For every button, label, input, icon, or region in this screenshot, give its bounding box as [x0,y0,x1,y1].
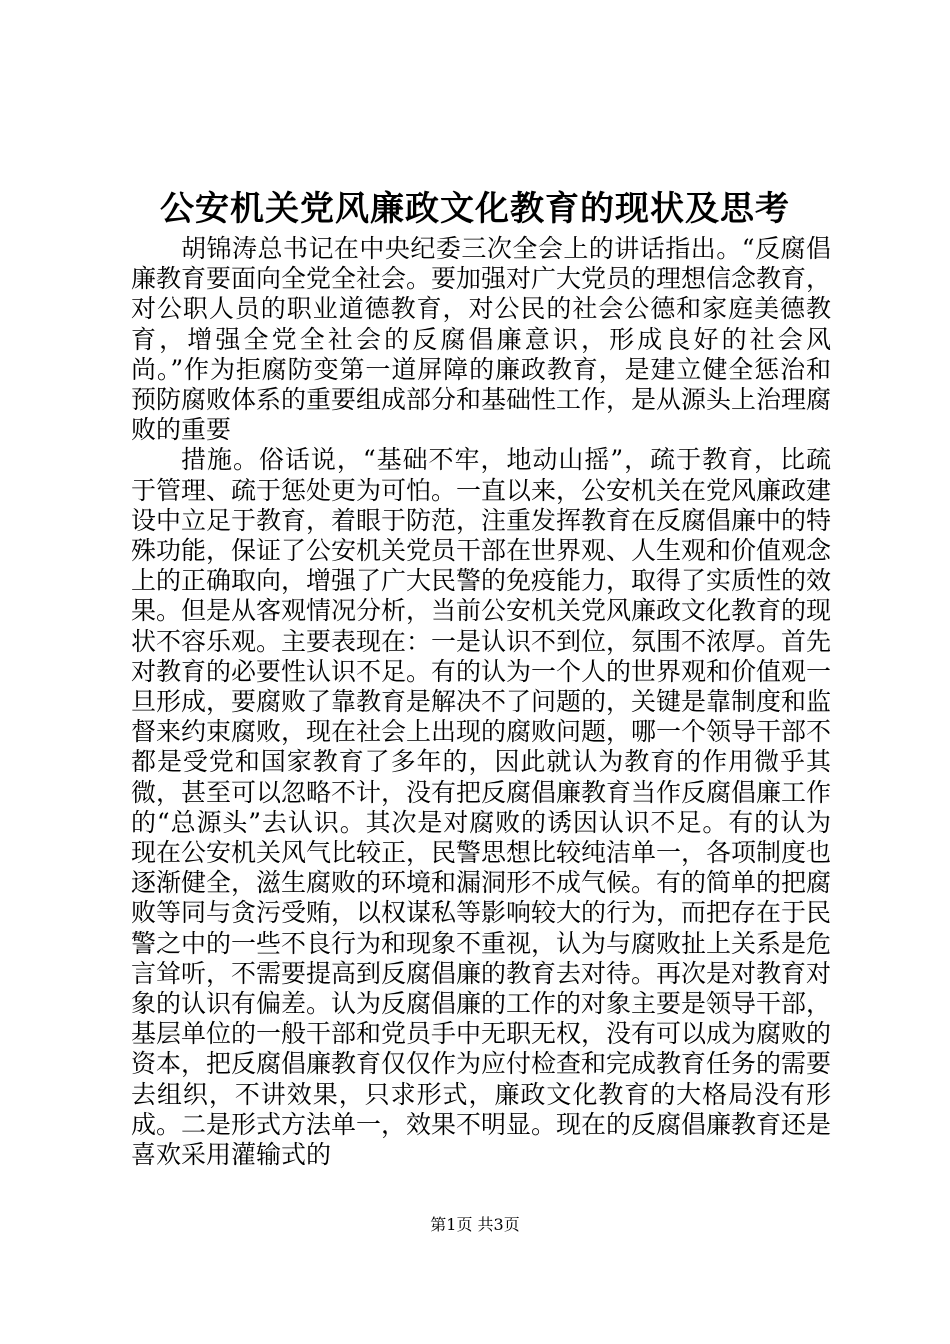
paragraph-2: 措施。俗话说，“基础不牢，地动山摇”，疏于教育，比疏于管理、疏于惩处更为可怕。一直以来，公安机关在党风廉政建设中立足于教育，着眼于防范，注重发挥教育在反腐倡廉中的特殊功能，保证了公安机关党员干部在世界观、人生观和价值观念上的正确取向，增强了广大民警的免疫能力，取得了实质性的效果。但是从客观情况分析，当前公安机关党风廉政文化教育的现状不容乐观。主要表现在：一是认识不到位，氛围不浓厚。首先对教育的必要性认识不足。有的认为一个人的世界观和价值观一旦形成，要腐败了靠教育是解决不了问题的，关键是靠制度和监督来约束腐败，现在社会上出现的腐败问题，哪一个领导干部不都是受党和国家教育了多年的，因此就认为教育的作用微乎其微，甚至可以忽略不计，没有把反腐倡廉教育当作反腐倡廉工作的“总源头”去认识。其次是对腐败的诱因认识不足。有的认为现在公安机关风气比较正，民警思想比较纯洁单一，各项制度也逐渐健全，滋生腐败的环境和漏洞形不成气候。有的简单的把腐败等同与贪污受贿，以权谋私等影响较大的行为，而把存在于民警之中的一些不良行为和现象不重视，认为与腐败扯上关系是危言耸听，不需要提高到反腐倡廉的教育去对待。再次是对教育对象的认识有偏差。认为反腐倡廉的工作的对象主要是领导干部，基层单位的一般干部和党员手中无职无权，没有可以成为腐败的资本，把反腐倡廉教育仅仅作为应付检查和完成教育任务的需要去组织，不讲效果，只求形式，廉政文化教育的大格局没有形成。二是形式方法单一，效果不明显。现在的反腐倡廉教育还是喜欢采用灌输式的 [131,445,832,1170]
document-body [131,234,831,1170]
document-title: 公安机关党风廉政文化教育的现状及思考 [160,189,790,229]
paragraph-1: 胡锦涛总书记在中央纪委三次全会上的讲话指出。“反腐倡廉教育要面向全党全社会。要加强对广大党员的理想信念教育，对公职人员的职业道德教育，对公民的社会公德和家庭美德教育，增强全党全社会的反腐倡廉意识，形成良好的社会风尚。”作为拒腐防变第一道屏障的廉政教育，是建立健全惩治和预防腐败体系的重要组成部分和基础性工作，是从源头上治理腐败的重要 [131,234,832,445]
page-footer: 第1页 共3页 [430,1215,520,1234]
